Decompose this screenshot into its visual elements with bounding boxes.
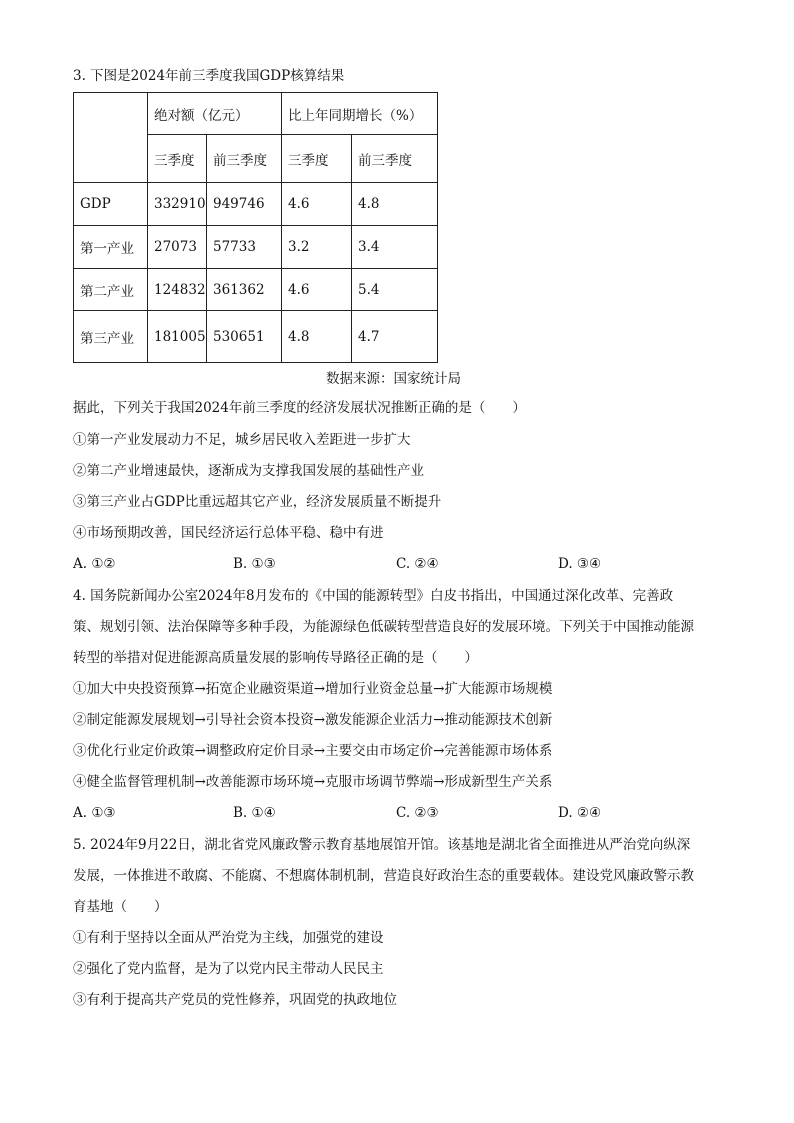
header-absolute: 绝对额（亿元） (148, 93, 282, 135)
q3-option-b[interactable]: B. ①③ (233, 556, 276, 572)
q3-option-d[interactable]: D. ③④ (558, 556, 602, 572)
q3-item-4: ④市场预期改善，国民经济运行总体平稳、稳中有进 (73, 525, 384, 541)
q4-option-a[interactable]: A. ①③ (73, 805, 116, 821)
question-5-stem-line-2: 发展，一体推进不敢腐、不能腐、不想腐体制机制，营造良好政治生态的重要载体。建设党风廉政警示教 (73, 868, 694, 884)
row-label: GDP (74, 183, 148, 226)
cell-q3-growth: 4.6 (282, 269, 352, 311)
q4-option-c[interactable]: C. ②③ (396, 805, 439, 821)
row-label: 第二产业 (74, 269, 148, 311)
q4-option-d[interactable]: D. ②④ (558, 805, 602, 821)
q3-item-1: ①第一产业发展动力不足，城乡居民收入差距进一步扩大 (73, 432, 411, 448)
cell-first3-abs: 57733 (207, 226, 282, 269)
cell-q3-growth: 4.8 (282, 311, 352, 363)
cell-first3-abs: 949746 (207, 183, 282, 226)
cell-first3-abs: 530651 (207, 311, 282, 363)
gdp-table (73, 92, 438, 363)
cell-q3-abs: 181005 (148, 311, 207, 363)
q3-item-3: ③第三产业占GDP比重远超其它产业，经济发展质量不断提升 (73, 494, 442, 510)
q4-option-b[interactable]: B. ①④ (233, 805, 276, 821)
cell-first3-growth: 5.4 (352, 269, 438, 311)
q3-option-c[interactable]: C. ②④ (396, 556, 439, 572)
q3-options (73, 554, 633, 574)
table-row (74, 311, 438, 363)
cell-first3-growth: 4.7 (352, 311, 438, 363)
q4-item-1: ①加大中央投资预算→拓宽企业融资渠道→增加行业资金总量→扩大能源市场规模 (73, 681, 553, 697)
row-label: 第三产业 (74, 311, 148, 363)
subheader-q3-growth: 三季度 (282, 135, 352, 183)
question-4-stem-line-1: 4. 国务院新闻办公室2024年8月发布的《中国的能源转型》白皮书指出，中国通过深化改革、完善政 (73, 588, 674, 604)
question-3-title: 3. 下图是2024年前三季度我国GDP核算结果 (73, 68, 345, 84)
question-3-stem: 据此，下列关于我国2024年前三季度的经济发展状况推断正确的是（ ） (73, 400, 526, 416)
q4-item-2: ②制定能源发展规划→引导社会资本投资→激发能源企业活力→推动能源技术创新 (73, 712, 553, 728)
cell-q3-growth: 3.2 (282, 226, 352, 269)
question-4-stem-line-3: 转型的举措对促进能源高质量发展的影响传导路径正确的是（ ） (73, 650, 478, 666)
q5-item-3: ③有利于提高共产党员的党性修养，巩固党的执政地位 (73, 992, 397, 1008)
q4-options (73, 803, 633, 823)
q4-item-4: ④健全监督管理机制→改善能源市场环境→克服市场调节弊端→形成新型生产关系 (73, 774, 553, 790)
q5-item-1: ①有利于坚持以全面从严治党为主线，加强党的建设 (73, 930, 384, 946)
question-5-stem-line-1: 5. 2024年9月22日，湖北省党风廉政警示教育基地展馆开馆。该基地是湖北省全面推进从严治党向纵深 (73, 837, 691, 853)
cell-first3-growth: 3.4 (352, 226, 438, 269)
question-5-stem-line-3: 育基地（ ） (73, 899, 168, 915)
cell-first3-abs: 361362 (207, 269, 282, 311)
table-row (74, 269, 438, 311)
cell-q3-growth: 4.6 (282, 183, 352, 226)
table-row (74, 183, 438, 226)
question-4-stem-line-2: 策、规划引领、法治保障等多种手段，为能源绿色低碳转型营造良好的发展环境。下列关于中国推动能源 (73, 619, 694, 635)
cell-q3-abs: 124832 (148, 269, 207, 311)
subheader-q3-abs: 三季度 (148, 135, 207, 183)
q3-item-2: ②第二产业增速最快，逐渐成为支撑我国发展的基础性产业 (73, 463, 424, 479)
header-growth: 比上年同期增长（%） (282, 93, 438, 135)
table-row (74, 226, 438, 269)
cell-q3-abs: 27073 (148, 226, 207, 269)
cell-first3-growth: 4.8 (352, 183, 438, 226)
table-source: 数据来源：国家统计局 (326, 371, 461, 387)
q3-option-a[interactable]: A. ①② (73, 556, 116, 572)
row-label: 第一产业 (74, 226, 148, 269)
table-corner-cell (74, 93, 148, 183)
subheader-first3-growth: 前三季度 (352, 135, 438, 183)
cell-q3-abs: 332910 (148, 183, 207, 226)
q5-item-2: ②强化了党内监督，是为了以党内民主带动人民民主 (73, 961, 384, 977)
q4-item-3: ③优化行业定价政策→调整政府定价目录→主要交由市场定价→完善能源市场体系 (73, 743, 553, 759)
subheader-first3-abs: 前三季度 (207, 135, 282, 183)
